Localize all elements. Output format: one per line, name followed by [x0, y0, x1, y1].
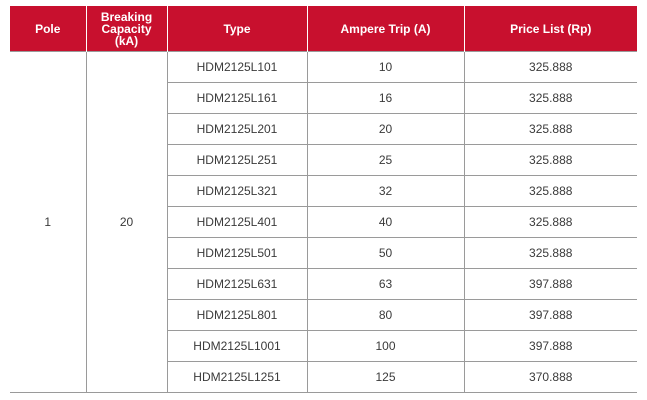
- price-cell: 325.888: [464, 83, 637, 114]
- header-breaking-capacity: [86, 6, 167, 52]
- type-cell: HDM2125L321: [167, 176, 307, 207]
- price-cell: 325.888: [464, 238, 637, 269]
- header-row: [10, 6, 637, 52]
- ampere-cell: 32: [307, 176, 464, 207]
- header-breaking-capacity-line-3: (kA): [114, 33, 139, 48]
- type-cell: HDM2125L1001: [167, 331, 307, 362]
- breaking-capacity-cell: 20: [86, 52, 167, 393]
- price-table: [10, 6, 637, 393]
- ampere-cell: 16: [307, 83, 464, 114]
- header-type: Type: [167, 6, 307, 52]
- type-cell: HDM2125L801: [167, 300, 307, 331]
- type-cell: HDM2125L251: [167, 145, 307, 176]
- price-cell: 397.888: [464, 300, 637, 331]
- header-price-list: Price List (Rp): [464, 6, 637, 52]
- ampere-cell: 10: [307, 52, 464, 83]
- price-cell: 325.888: [464, 52, 637, 83]
- price-cell: 325.888: [464, 145, 637, 176]
- type-cell: HDM2125L401: [167, 207, 307, 238]
- ampere-cell: 50: [307, 238, 464, 269]
- table-row: [10, 52, 637, 83]
- type-cell: HDM2125L101: [167, 52, 307, 83]
- type-cell: HDM2125L501: [167, 238, 307, 269]
- header-ampere-trip: Ampere Trip (A): [307, 6, 464, 52]
- ampere-cell: 25: [307, 145, 464, 176]
- header-breaking-capacity-line-1: Breaking: [100, 9, 153, 24]
- price-cell: 325.888: [464, 176, 637, 207]
- type-cell: HDM2125L161: [167, 83, 307, 114]
- ampere-cell: 20: [307, 114, 464, 145]
- price-cell: 325.888: [464, 114, 637, 145]
- ampere-cell: 40: [307, 207, 464, 238]
- ampere-cell: 63: [307, 269, 464, 300]
- price-cell: 397.888: [464, 269, 637, 300]
- header-breaking-capacity-line-2: Capacity: [101, 21, 152, 36]
- ampere-cell: 125: [307, 362, 464, 393]
- type-cell: HDM2125L631: [167, 269, 307, 300]
- table-body: [10, 52, 637, 393]
- ampere-cell: 100: [307, 331, 464, 362]
- header-pole: Pole: [10, 6, 86, 52]
- price-cell: 370.888: [464, 362, 637, 393]
- type-cell: HDM2125L1251: [167, 362, 307, 393]
- type-cell: HDM2125L201: [167, 114, 307, 145]
- ampere-cell: 80: [307, 300, 464, 331]
- table-header: [10, 6, 637, 52]
- price-cell: 325.888: [464, 207, 637, 238]
- pole-cell: 1: [10, 52, 86, 393]
- price-cell: 397.888: [464, 331, 637, 362]
